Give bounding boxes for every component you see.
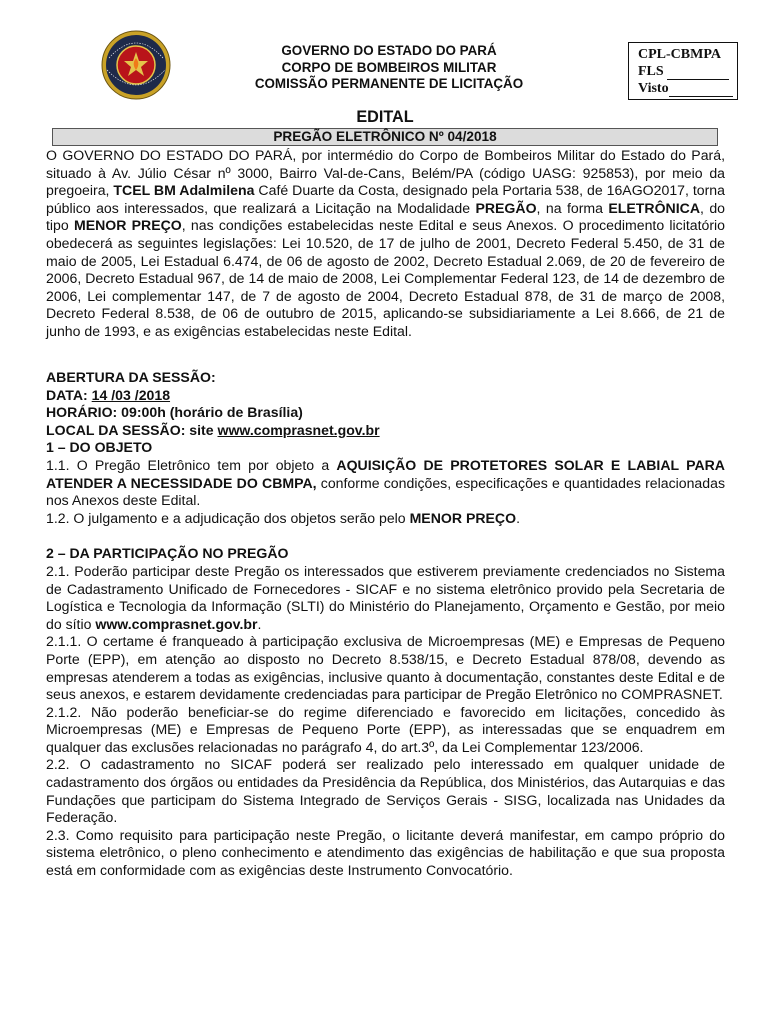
header-government: GOVERNO DO ESTADO DO PARÁ: [281, 43, 497, 58]
cbmpa-seal-logo: [101, 30, 171, 100]
protocol-stamp-box: [628, 42, 738, 100]
session-heading: ABERTURA DA SESSÃO:: [46, 369, 216, 385]
intro-paragraph: O GOVERNO DO ESTADO DO PARÁ, por intermédio do Corpo de Bombeiros Militar do Estado do Pará, situado à Av. Júlio César nº 3000, Bairro Val-de-Cans, Belém/PA (código UASG: 925853), por meio da pregoeira, TCEL BM Adalmilena Café Duarte da Costa, designado pela Portaria 538, de 16AGO2017, torna público aos interessados, que realizará a Licitação na Modalidade PREGÃO, na forma ELETRÔNICA, do tipo MENOR PREÇO, nas condições estabelecidas neste Edital e seus Anexos. O procedimento licitatório obedecerá as seguintes legislações: Lei 10.520, de 17 de julho de 2001, Decreto Federal 5.450, de 31 de maio de 2005, Lei Estadual 6.474, de 06 de agosto de 2002, Decreto Estadual 2.069, de 20 de fevereiro de 2006, Decreto Estadual 967, de 14 de maio de 2008, Lei Complementar Federal 123, de 14 de dezembro de 2006, Lei complementar 147, de 7 de agosto de 2004, Decreto Estadual 878, de 31 de março de 2008, Decreto Federal 8.538, de 06 de outubro de 2015, aplicando-se subsidiariamente a Lei 8.666, de 21 de junho de 1993, e as exigências estabelecidas neste Edital.: [46, 147, 725, 339]
header-corps: CORPO DE BOMBEIROS MILITAR: [281, 59, 497, 75]
clause-2-1-1: 2.1.1. O certame é franqueado à participação exclusiva de Microempresas (ME) e Empresas de Pequeno Porte (EPP), em atenção ao disposto no Decreto 8.538/15, e Decreto Estadual 878/08, devendo as empresas atenderem a todas as exigências, inclusive quanto à documentação, constantes deste Edital e de seus anexos, e estarem devidamente credenciadas para participar de Pregão Eletrônico no COMPRASNET.: [46, 633, 725, 703]
header-commission: COMISSÃO PERMANENTE DE LICITAÇÃO: [254, 76, 524, 91]
clause-2-3: 2.3. Como requisito para participação neste Pregão, o licitante deverá manifestar, em campo próprio do sistema eletrônico, o pleno conhecimento e atendimento das exigências de habilitação e que sua proposta está em conformidade com as exigências deste Instrumento Convocatório.: [46, 826, 725, 879]
pregao-title-bar: PREGÃO ELETRÔNICO Nº 04/2018: [52, 128, 718, 146]
clause-1-2: 1.2. O julgamento e a adjudicação dos objetos serão pelo MENOR PREÇO.: [46, 509, 520, 526]
clause-2-2: 2.2. O cadastramento no SICAF poderá ser realizado pelo interessado em qualquer unidade de cadastramento dos órgãos ou entidades da Presidência da República, dos Ministérios, das Autarquias e das Fundações que participam do Sistema Integrado de Serviços Gerais - SISG, localizada nas Unidades da Federação.: [46, 756, 725, 826]
document-header: [212, 43, 566, 93]
stamp-cpl: CPL-CBMPA: [638, 47, 721, 62]
comprasnet-link-2[interactable]: www.comprasnet.gov.br: [95, 615, 258, 632]
session-time: HORÁRIO: 09:00h (horário de Brasília): [46, 404, 303, 421]
object-heading: 1 – DO OBJETO: [46, 439, 153, 456]
clause-1-1: 1.1. O Pregão Eletrônico tem por objeto a AQUISIÇÃO DE PROTETORES SOLAR E LABIAL PARA ATENDER A NECESSIDADE DO CBMPA, conforme condições, especificações e quantidades relacionadas nos Anexos deste Edital.: [46, 456, 725, 509]
clause-2-1: 2.1. Poderão participar deste Pregão os interessados que estiverem previamente credenciados no Sistema de Cadastramento Unificado de Fornecedores - SICAF e no sistema eletrônico provido pela Secretaria de Logística e Tecnologia da Informação (SLTI) do Ministério do Planejamento, Orçamento e Gestão, por meio do sítio www.comprasnet.gov.br.: [46, 562, 725, 632]
comprasnet-link[interactable]: www.comprasnet.gov.br: [217, 421, 380, 438]
session-location-label: LOCAL DA SESSÃO: site: [46, 421, 218, 438]
clause-2-1-2: 2.1.2. Não poderão beneficiar-se do regime diferenciado e favorecido em licitações, concedido às Microempresas (ME) e Empresas de Pequeno Porte (EPP), as interessadas que se enquadrem em qualquer das exclusões relacionadas no parágrafo 4, do art.3º, da Lei Complementar 123/2006.: [46, 703, 725, 755]
session-date: 14 /03 /2018: [91, 386, 171, 403]
stamp-visto: Visto: [638, 80, 737, 97]
participation-heading: 2 – DA PARTICIPAÇÃO NO PREGÃO: [46, 545, 289, 562]
stamp-fls: FLS: [638, 63, 737, 80]
edital-title: EDITAL: [356, 108, 414, 126]
session-date-label: DATA:: [46, 386, 92, 403]
session-and-object-section: [46, 369, 725, 880]
stamp-visto-line: [669, 96, 733, 97]
